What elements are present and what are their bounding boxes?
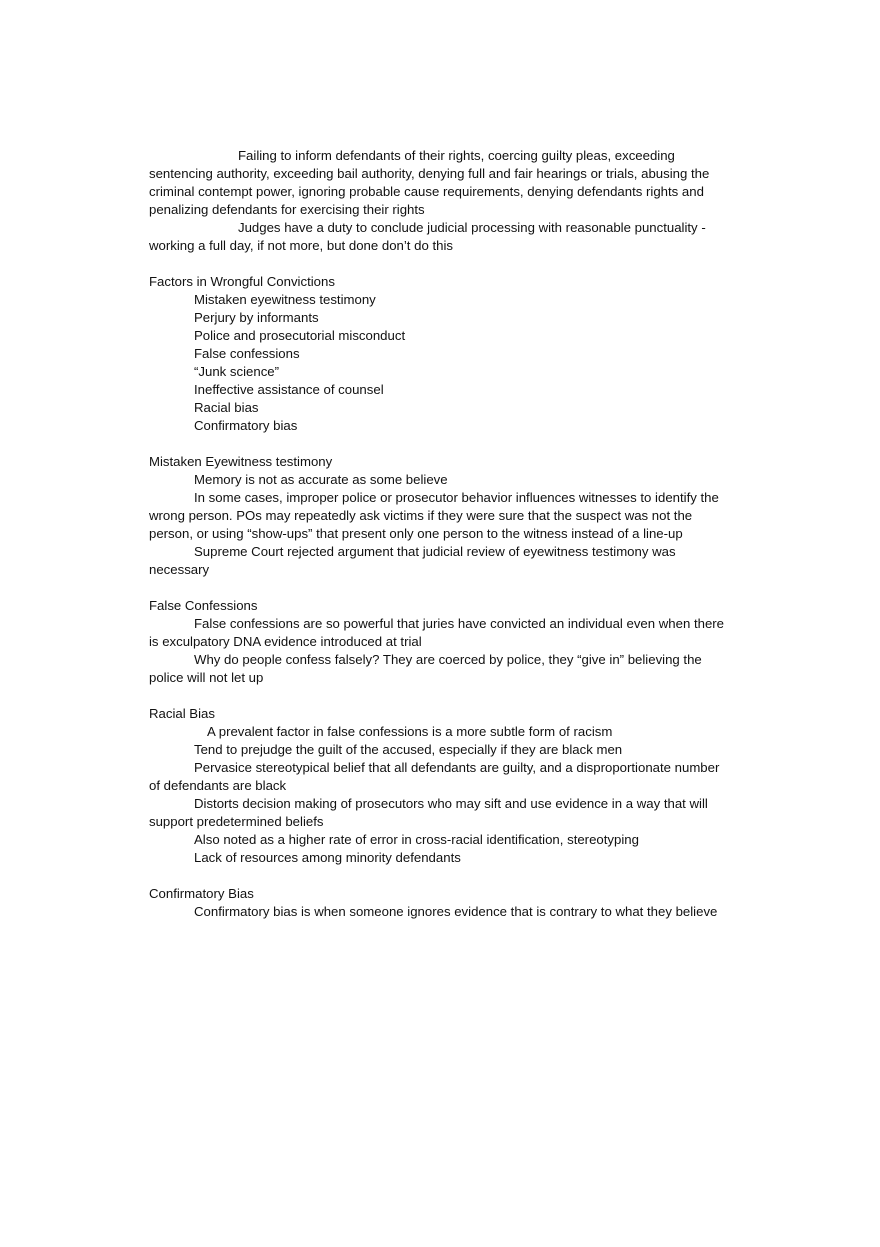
factor-item: Perjury by informants (194, 310, 319, 325)
confessions-heading: False Confessions (149, 598, 258, 613)
eyewitness-section (149, 453, 733, 579)
factors-section (149, 273, 733, 435)
factor-item: Mistaken eyewitness testimony (194, 292, 376, 307)
eyewitness-paragraph: In some cases, improper police or prosecutor behavior influences witnesses to identify the wrong person. POs may repeatedly ask victims if they were sure that the suspect was not the person, or using “show-ups” that present only one person to the witness instead of a line-up (149, 490, 719, 541)
factor-item: Ineffective assistance of counsel (194, 382, 384, 397)
eyewitness-heading: Mistaken Eyewitness testimony (149, 454, 333, 469)
intro-paragraph-2: Judges have a duty to conclude judicial processing with reasonable punctuality - working a full day, if not more, but done don’t do this (149, 220, 706, 253)
document-body (149, 147, 733, 921)
racial-bias-paragraph: Pervasice stereotypical belief that all defendants are guilty, and a disproportionate number of defendants are black (149, 760, 720, 793)
eyewitness-paragraph: Supreme Court rejected argument that judicial review of eyewitness testimony was necessary (149, 544, 676, 577)
factor-item: False confessions (194, 346, 300, 361)
confessions-section (149, 597, 733, 687)
factor-item: “Junk science” (194, 364, 280, 379)
factors-heading: Factors in Wrongful Convictions (149, 274, 335, 289)
confirmatory-bias-paragraph: Confirmatory bias is when someone ignores evidence that is contrary to what they believe (194, 904, 718, 919)
racial-bias-paragraph: A prevalent factor in false confessions is a more subtle form of racism (207, 724, 613, 739)
racial-bias-paragraph: Lack of resources among minority defendants (194, 850, 461, 865)
racial-bias-paragraph: Distorts decision making of prosecutors who may sift and use evidence in a way that will support predetermined beliefs (149, 796, 708, 829)
confessions-paragraph: Why do people confess falsely? They are coerced by police, they “give in” believing the police will not let up (149, 652, 702, 685)
confessions-paragraph: False confessions are so powerful that juries have convicted an individual even when there is exculpatory DNA evidence introduced at trial (149, 616, 725, 649)
racial-bias-paragraph: Also noted as a higher rate of error in cross-racial identification, stereotyping (194, 832, 639, 847)
eyewitness-paragraph: Memory is not as accurate as some believe (194, 472, 448, 487)
factor-item: Police and prosecutorial misconduct (194, 328, 406, 343)
factor-item: Racial bias (194, 400, 259, 415)
confirmatory-bias-section (149, 885, 733, 921)
racial-bias-heading: Racial Bias (149, 706, 215, 721)
racial-bias-paragraph: Tend to prejudge the guilt of the accused, especially if they are black men (194, 742, 623, 757)
confirmatory-bias-heading: Confirmatory Bias (149, 886, 254, 901)
racial-bias-section (149, 705, 733, 867)
factor-item: Confirmatory bias (194, 418, 298, 433)
intro-paragraph-1: Failing to inform defendants of their rights, coercing guilty pleas, exceeding sentencing authority, exceeding bail authority, denying full and fair hearings or trials, abusing the criminal contempt power, ignoring probable cause requirements, denying defendants rights and penalizing defendants for exercising their rights (149, 148, 710, 217)
